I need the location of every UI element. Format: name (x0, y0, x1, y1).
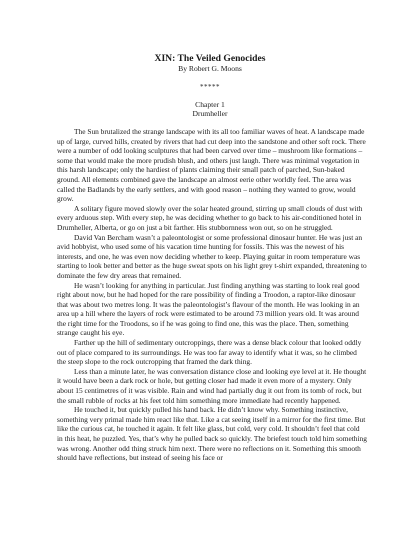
paragraph: Less than a minute later, he was conversation distance close and looking eye level at it. He thought it would have been a dark rock or hole, but getting closer had made it even more of a mystery. Only about 15 centimetres of it was visible. Rain and wind had partially dug it out from its tomb of rock, but the small rubble of rocks at his feet told him something more immediate had recently happened. (57, 366, 367, 405)
author-byline: By Robert G. Moons (178, 64, 242, 73)
paragraph: He wasn’t looking for anything in particular. Just finding anything was starting to look real good right about now, but he had hoped for the rare possibility of finding a Troodon, a raptor-like dinosaur that was about two metres long. It was the paleontologist’s flavour of the month. He was looking in an area up a hill where the layers of rock were estimated to be around 73 million years old. It was around the right time for the Troodons, so if he was going to find one, this was the place. Then, something strange caught his eye. (57, 280, 360, 338)
chapter-heading: Chapter 1 (195, 100, 225, 109)
paragraph: He touched it, but quickly pulled his hand back. He didn’t know why. Something instinctive, something very primal made him react like that. Like a cat seeing itself in a mirror for the first time. But like the curious cat, he touched it again. It felt like glass, but cold, very cold. It shouldn’t feel that cold in this heat, he puzzled. Yes, that’s why he pulled back so quickly. The briefest touch told him something was wrong. Another odd thing struck him next. There were no reflections on it. Something this smooth should have reflections, but instead of seeing his face or (57, 405, 367, 463)
paragraph: David Van Bercham wasn’t a paleontologist or some professional dinosaur hunter. He was just an avid hobbyist, who used some of his vacation time hunting for fossils. This was the newest of his interests, and one, he was even now deciding whether to keep. Playing guitar in room temperature was starting to look better and better as the huge sweat spots on his light grey t-shirt expanded, threatening to dominate the few dry areas that remained. (57, 232, 367, 280)
section-separator: ***** (200, 83, 220, 91)
paragraph: A solitary figure moved slowly over the solar heated ground, stirring up small clouds of dust with every arduous step. With every step, he was deciding whether to go back to his air-conditioned hotel in Drumheller, Alberta, or go on just a bit farther. His stubbornness won out, so on he struggled. (57, 203, 363, 232)
chapter-body (57, 127, 367, 463)
book-title: XIN: The Veiled Genocides (154, 53, 266, 64)
paragraph: The Sun brutalized the strange landscape with its all too familiar waves of heat. A landscape made up of large, curved hills, created by rivers that had cut deep into the sandstone and other soft rock. There were a number of odd looking sculptures that had been carved over time – mushroom like formations – some that would make the more prudish blush, and others just laugh. There was minimal vegetation in this harsh landscape; only the hardiest of plants claiming their small patch of parched, Sun-baked ground. All elements combined gave the landscape an almost eerie other worldly feel. The area was called the Badlands by the early settlers, and with good reason – nothing they wanted to grow, would grow. (57, 127, 366, 204)
paragraph: Farther up the hill of sedimentary outcroppings, there was a dense black colour that looked oddly out of place compared to its surroundings. He was too far away to identify what it was, so he climbed the steep slope to the rock outcropping that framed the dark thing. (57, 338, 362, 367)
chapter-subtitle: Drumheller (192, 109, 228, 118)
